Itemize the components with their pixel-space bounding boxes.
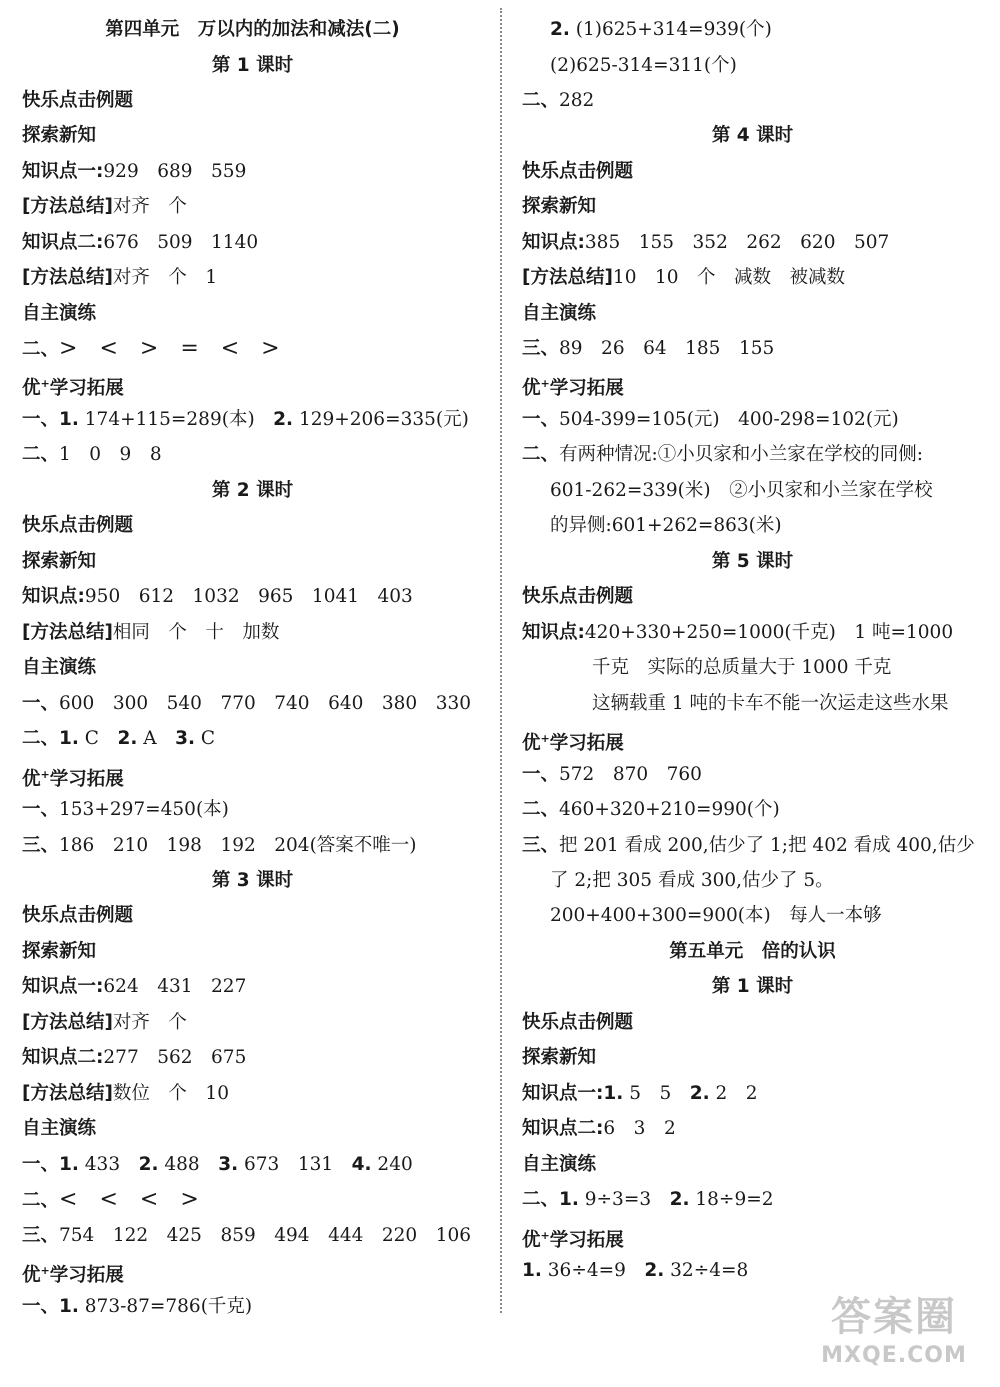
unit-4-title: 第四单元 万以内的加法和减法(二) [105,19,400,40]
superscript-plus: + [540,377,550,390]
answer-value: 89 26 64 185 155 [559,338,775,359]
section-heading: 快乐点击例题 [22,905,134,926]
answer-value: 相同 个 十 加数 [112,622,280,643]
section-heading: 快乐点击例题 [522,1012,634,1033]
answer-value: 504-399=105(元) 400-298=102(元) [559,409,899,430]
answer-label: 二、 [22,339,60,360]
answer-label: 3. [175,728,196,749]
answer-label: 知识点一: [22,976,104,997]
heading-part: 学习拓展 [49,1265,124,1286]
superscript-plus: + [540,1229,550,1242]
answer-line [522,1182,773,1217]
answer-label: 一、 [22,693,60,714]
answer-value: 2 2 [709,1083,758,1104]
answer-value: 385 155 352 262 620 507 [584,232,890,253]
section-heading: 自主演练 [522,303,597,324]
answer-value: A [137,728,176,749]
answer-label: 2. [138,1154,159,1175]
section-heading: 自主演练 [522,1154,597,1175]
answer-label: 三、 [22,835,60,856]
answer-value: 433 [78,1154,139,1175]
answer-value: 1 0 9 8 [59,444,162,465]
answer-label: 2. [644,1260,665,1281]
answer-value: C [78,728,118,749]
answer-value: 9÷3=3 [578,1189,670,1210]
section-heading: 探索新知 [22,125,97,146]
answer-line [522,1111,676,1146]
answer-value: 282 [559,90,595,111]
answer-value: 有两种情况:①小贝家和小兰家在学校的同侧: [559,444,923,465]
superscript-plus: + [40,768,50,781]
section-heading: 探索新知 [22,941,97,962]
answer-value: C [195,728,216,749]
answer-value: 240 [371,1154,413,1175]
answer-label: 二、 [522,799,560,820]
section-heading [22,1253,124,1288]
answer-line [22,969,246,1004]
answer-value: 950 612 1032 965 1041 403 [84,586,413,607]
answer-line [22,1182,199,1217]
watermark-logo [794,1293,994,1383]
heading-part: 优 [522,733,541,754]
heading-part: 学习拓展 [549,378,624,399]
answer-line [522,1076,758,1111]
unit-5-lesson-1-title: 第 1 课时 [711,976,794,997]
answer-line [22,615,279,650]
answer-label: 二、1. [522,1189,579,1210]
heading-part: 学习拓展 [49,769,124,790]
answer-value: > < > = < > [59,336,280,361]
section-heading [522,721,624,756]
answer-label: 2. [550,19,570,40]
answer-value: (2)625-314=311(个) [550,55,737,76]
answer-value: 488 [158,1154,219,1175]
answer-label: 二、 [22,1190,60,1211]
answer-label: 三、 [522,338,560,359]
answer-label: 一、1. [22,1296,79,1317]
lesson-1-title: 第 1 课时 [211,55,294,76]
answer-value: 186 210 198 192 204(答案不唯一) [59,835,417,856]
section-heading [522,366,624,401]
section-heading: 探索新知 [22,551,97,572]
answer-label: [方法总结] [522,267,613,288]
lesson-3-title: 第 3 课时 [211,870,294,891]
answer-line-continued: 这辆载重 1 吨的卡车不能一次运走这些水果 [592,693,949,714]
answer-label: 知识点一:1. [522,1083,624,1104]
section-heading: 探索新知 [522,196,597,217]
answer-value: 676 509 1140 [103,232,259,253]
answer-line [22,828,417,863]
section-heading: 探索新知 [522,1047,597,1068]
answer-line-continued: 了 2;把 305 看成 300,估少了 5。 [550,870,834,891]
answer-line [22,154,246,189]
answer-line [522,225,889,260]
answer-label: [方法总结] [22,196,113,217]
answer-label: 知识点: [22,586,85,607]
answer-label: 二、 [22,444,60,465]
answer-value: 929 689 559 [103,161,247,182]
lesson-4-title: 第 4 课时 [711,125,794,146]
answer-label: [方法总结] [22,267,113,288]
answer-line [22,792,229,827]
answer-value: 对齐 个 [112,196,187,217]
answer-line [22,686,471,721]
answer-label: 一、1. [22,409,79,430]
superscript-plus: + [540,732,550,745]
answer-value: 36÷4=9 [541,1260,645,1281]
answer-label: [方法总结] [22,1083,113,1104]
answer-line [522,828,975,863]
answer-value: 600 300 540 770 740 640 380 330 [59,693,472,714]
answer-line [22,721,215,756]
answer-value: 5 5 [623,1083,690,1104]
column-divider [500,8,502,1313]
answer-value: 572 870 760 [559,764,702,785]
answer-label: 2. [669,1189,690,1210]
answer-line [522,615,953,650]
answer-label: 知识点一: [22,161,104,182]
answer-line [522,1253,748,1288]
answer-line [22,225,258,260]
answer-line [22,1040,246,1075]
answer-label: 知识点二: [22,1047,104,1068]
answer-label: 一、1. [22,1154,79,1175]
heading-part: 优 [22,1265,41,1286]
section-heading: 快乐点击例题 [522,586,634,607]
answer-value: 624 431 227 [103,976,247,997]
superscript-plus: + [40,377,50,390]
answer-line-continued: 千克 实际的总质量大于 1000 千克 [592,657,892,678]
answer-value: 129+206=335(元) [293,409,469,430]
answer-line-continued: 200+400+300=900(本) 每人一本够 [550,905,882,926]
heading-part: 优 [522,1230,541,1251]
answer-value: (1)625+314=939(个) [569,19,772,40]
answer-line [522,260,845,295]
answer-label: 二、 [522,90,560,111]
section-heading: 快乐点击例题 [522,161,634,182]
answer-line [22,1005,187,1040]
lesson-5-title: 第 5 课时 [711,551,794,572]
answer-label: 三、 [522,835,560,856]
answer-line [22,1289,252,1324]
answer-value: 6 3 2 [603,1118,676,1139]
section-heading: 自主演练 [22,303,97,324]
answer-line-continued: 601-262=339(米) ②小贝家和小兰家在学校 [550,480,933,501]
section-heading: 自主演练 [22,1118,97,1139]
answer-line-continued: 的异侧:601+262=863(米) [550,515,782,536]
heading-part: 学习拓展 [549,733,624,754]
answer-value: 对齐 个 1 [112,267,218,288]
answer-line [550,48,737,83]
answer-label: 三、 [22,1225,60,1246]
answer-line [22,402,469,437]
answer-line [22,331,280,366]
answer-value: 754 122 425 859 494 444 220 106 [59,1225,472,1246]
answer-line [22,260,217,295]
answer-label: 知识点: [522,232,585,253]
section-heading [22,757,124,792]
watermark-url: MXQE.COM [821,1343,967,1368]
answer-value: 174+115=289(本) [78,409,274,430]
answer-value: < < < > [59,1187,199,1212]
answer-value: 153+297=450(本) [59,799,229,820]
heading-part: 学习拓展 [549,1230,624,1251]
answer-line [22,579,413,614]
section-heading [22,366,124,401]
answer-value: 18÷9=2 [689,1189,774,1210]
section-heading: 快乐点击例题 [22,515,134,536]
answer-line [522,792,780,827]
answer-value: 420+330+250=1000(千克) 1 吨=1000 [584,622,954,643]
answer-label: 二、1. [22,728,79,749]
answer-label: 1. [522,1260,542,1281]
answer-label: 2. [117,728,138,749]
answer-label: 2. [273,409,294,430]
answer-line [522,402,899,437]
answer-value: 32÷4=8 [664,1260,749,1281]
answer-label: 3. [218,1154,239,1175]
answer-label: 4. [351,1154,372,1175]
heading-part: 优 [22,769,41,790]
answer-label: 知识点: [522,622,585,643]
answer-value: 873-87=786(千克) [78,1296,253,1317]
answer-label: [方法总结] [22,622,113,643]
answer-value: 277 562 675 [103,1047,247,1068]
answer-line [522,757,702,792]
answer-line [550,12,772,47]
answer-label: 知识点二: [22,232,104,253]
answer-line [22,189,187,224]
heading-part: 优 [522,378,541,399]
answer-value: 数位 个 10 [112,1083,229,1104]
answer-value: 460+320+210=990(个) [559,799,780,820]
answer-line [522,83,594,118]
answer-value: 把 201 看成 200,估少了 1;把 402 看成 400,估少 [559,835,975,856]
unit-5-title: 第五单元 倍的认识 [669,941,836,962]
answer-line [22,1147,413,1182]
answer-label: 一、 [22,799,60,820]
lesson-2-title: 第 2 课时 [211,480,294,501]
answer-label: [方法总结] [22,1012,113,1033]
section-heading: 快乐点击例题 [22,90,134,111]
answer-label: 2. [689,1083,710,1104]
answer-value: 673 131 [238,1154,352,1175]
section-heading [522,1218,624,1253]
answer-value: 对齐 个 [112,1012,187,1033]
heading-part: 优 [22,378,41,399]
answer-value: 10 10 个 减数 被减数 [612,267,846,288]
answer-label: 二、 [522,444,560,465]
answer-line [522,437,923,472]
answer-line [22,1076,229,1111]
answer-line [22,437,162,472]
answer-line [22,1218,471,1253]
watermark-text: 答案圈 [831,1294,957,1340]
answer-label: 一、 [522,764,560,785]
answer-label: 知识点二: [522,1118,604,1139]
heading-part: 学习拓展 [49,378,124,399]
section-heading: 自主演练 [22,657,97,678]
superscript-plus: + [40,1264,50,1277]
answer-line [522,331,774,366]
answer-label: 一、 [522,409,560,430]
